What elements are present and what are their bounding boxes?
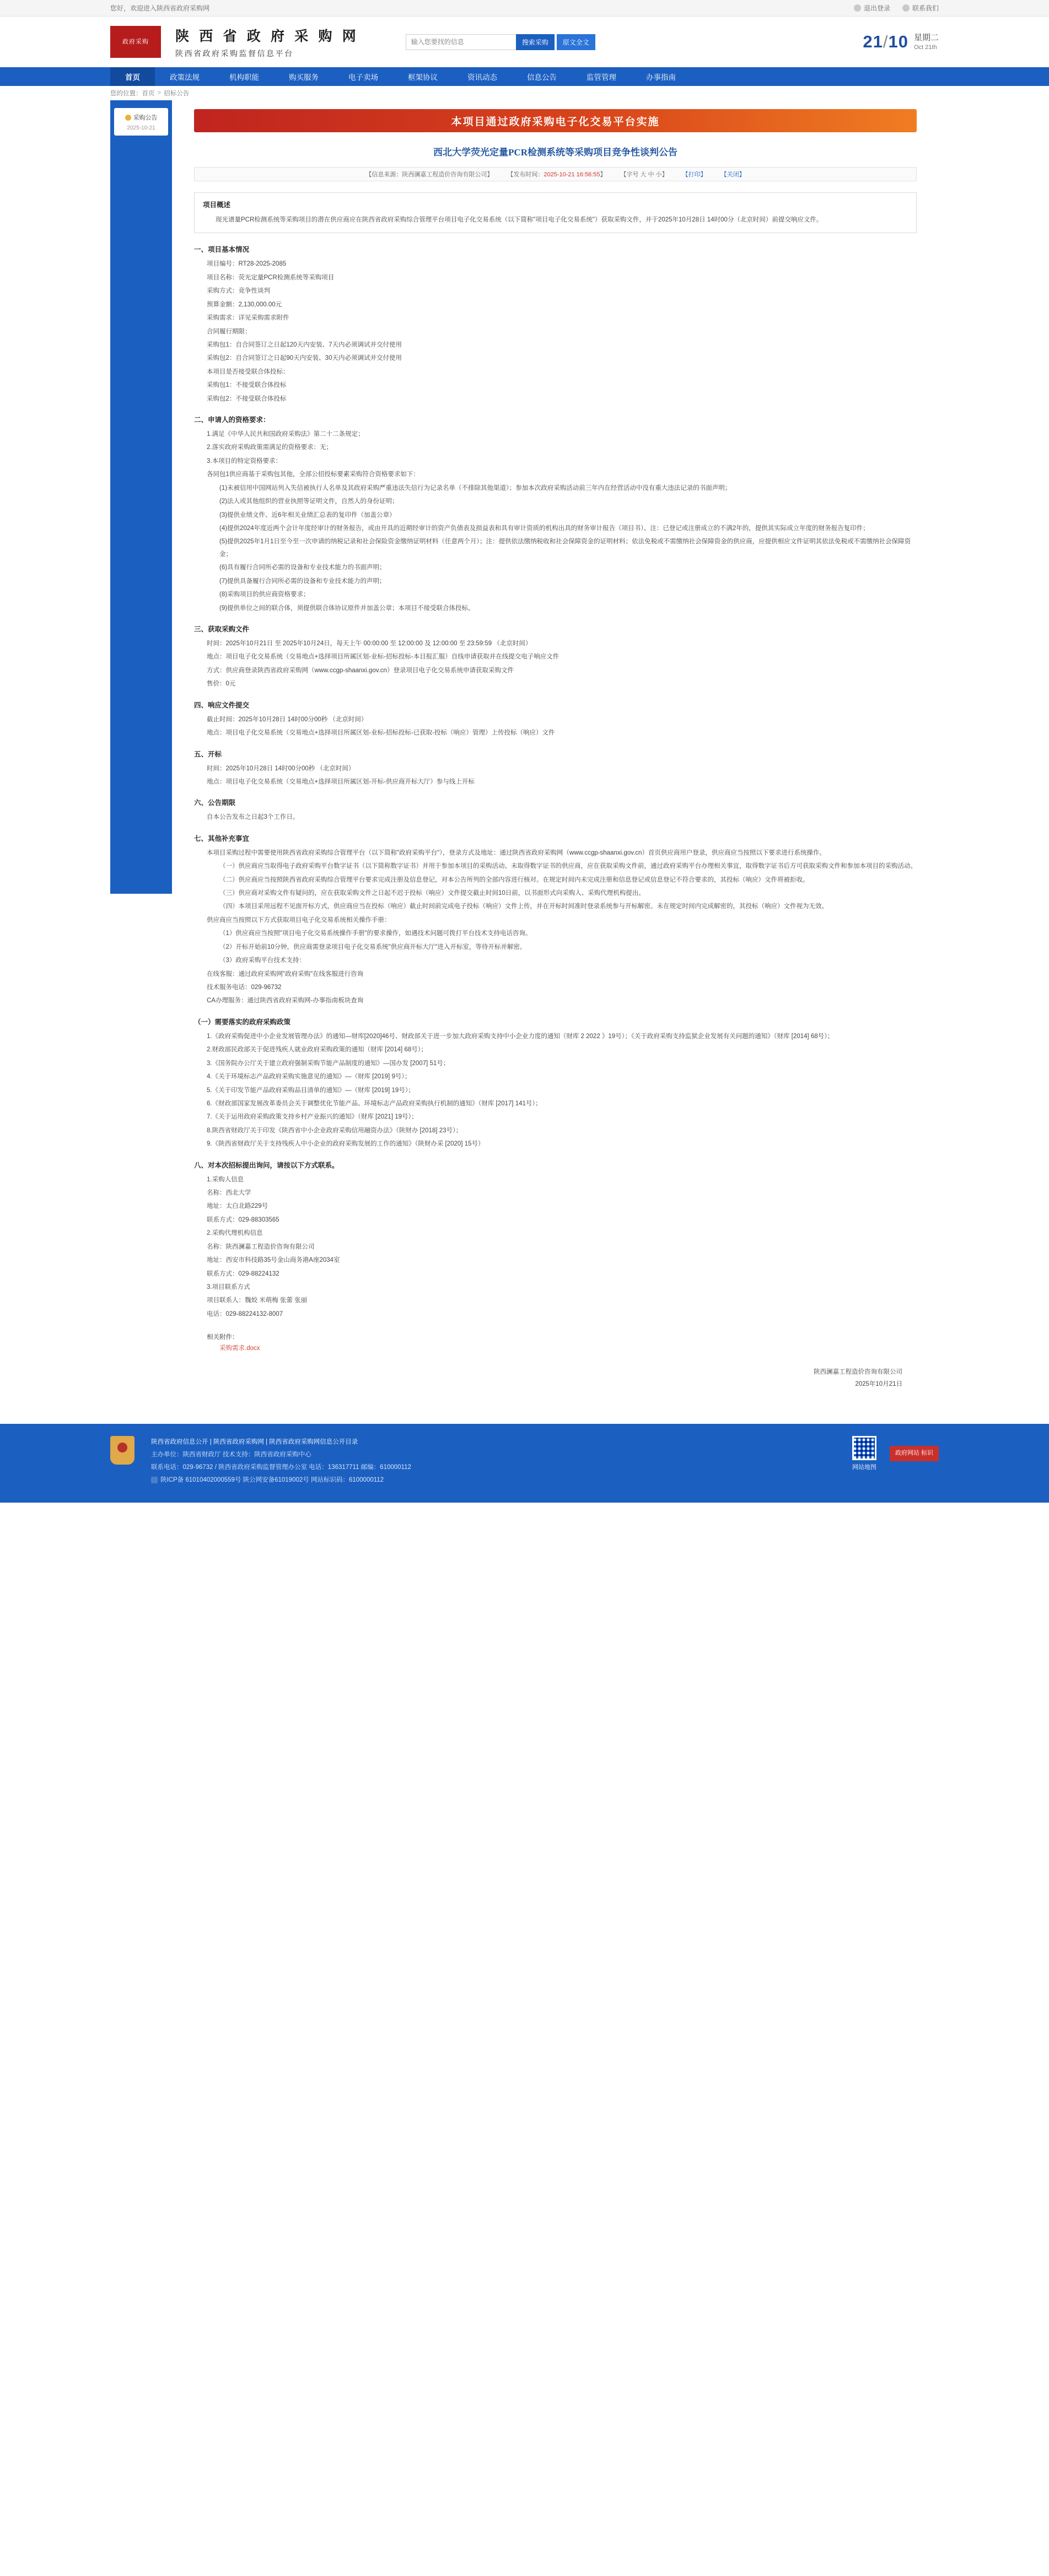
date-weekday: 星期二 xyxy=(913,33,939,43)
contact-link[interactable]: 联系我们 xyxy=(902,3,939,13)
breadcrumb-separator: > xyxy=(157,90,162,96)
nav-item-emarket[interactable]: 电子卖场 xyxy=(348,73,378,82)
signature-org: 陕西澜嘉工程造价咨询有限公司 xyxy=(814,1369,902,1376)
national-emblem-icon xyxy=(110,1436,135,1465)
section-line: 地点：项目电子化交易系统（交易地点+选择项目所属区划-业标-招标投标-本目报汇服）自线申请获取并在线提交电子响应文件 xyxy=(207,654,560,661)
site-name-secondary: 陕西省政府采购监督信息平台 xyxy=(175,50,294,58)
breadcrumb-item-current[interactable]: 招标公告 xyxy=(164,90,190,97)
section-line: (4)提供2024年度近两个会计年度经审计的财务报告，或由开具的近期经审计的资产负债表及损益表和具有审计资质的机构出具的财务审计报告（项目书）、注：已登记或注册成立的不满2年的，提供其实际成立年度的财务报告复印件； xyxy=(219,525,869,532)
document-content xyxy=(172,100,939,1424)
section-line: 1.《政府采购促进中小企业发展管理办法》的通知—财库[2020]46号、财政部关于进一步加大政府采购支持中小企业力度的通知（财库 2 2022 》19号）；《关于政府采购支持监狱企业发展有关问题的通知》（财库 [2014] 68号）； xyxy=(207,1033,834,1040)
section-line: （1）供应商应当按照"项目电子化交易系统操作手册"的要求操作，如遇技术问题可拨打平台技术支持电话咨询。 xyxy=(219,930,532,937)
section-line: 采购需求：详见采购需求附件 xyxy=(207,315,289,322)
section-line: 项目编号：RT28-2025-2085 xyxy=(207,261,287,268)
project-overview-text: 现光谱量PCR检测系统等采购项目的潜在供应商应在陕西省政府采购综合管理平台项目电子化交易系统（以下简称"项目电子化交易系统"）获取采购文件，并于2025年10月28日 14时00分（北京时间）前提交响应文件。 xyxy=(216,217,823,223)
section-title: 二、申请人的资格要求： xyxy=(194,416,270,424)
section-line: (5)提供2025年1月1日至今至一次申请的纳税记录和社会保险资金缴纳证明材料（任意两个月）；注：提供依法缴纳税收和社会保障资金的证明材料；依法免税或不需缴纳社会保障资金的供应商，应提供相应文件证明其依法免税或不需缴纳社会保障资金； xyxy=(219,538,911,558)
section-line: （3）政府采购平台技术支持： xyxy=(219,957,305,964)
section-line: （一）供应商应当取得电子政府采购平台数字证书（以下简称数字证书）并用于参加本项目的采购活动。未取得数字证书的供应商，应在获取采购文件前，通过政府采购平台办理相关事宜，取得数字证书后方可获取采购文件和参加本项目的采购活动。 xyxy=(219,863,917,870)
section-line: (6)具有履行合同所必需的设备和专业技术能力的书面声明； xyxy=(219,564,386,571)
section-title: 四、响应文件提交 xyxy=(194,701,250,709)
footer-phone: 联系电话：029-96732 / 陕西省政府采购监督管理办公室 电话：136317711 邮编：610000112 xyxy=(151,1463,411,1471)
welcome-text: 您好，欢迎进入陕西省政府采购网 xyxy=(110,4,210,12)
shield-icon xyxy=(151,1477,158,1483)
section-title: （一）需要落实的政府采购政策 xyxy=(194,1018,291,1026)
section-line: 1.采购人信息 xyxy=(207,1176,244,1183)
section-title: 三、获取采购文件 xyxy=(194,625,250,633)
announcement-date: 2025-10-21 xyxy=(127,125,155,131)
breadcrumb-prefix: 您的位置： xyxy=(110,90,142,97)
page-title: 西北大学荧光定量PCR检测系统等采购项目竞争性谈判公告 xyxy=(433,147,677,158)
announcement-icon xyxy=(125,115,131,121)
section-line: 在线客服：通过政府采购网"政府采购"在线客服进行咨询 xyxy=(207,970,364,978)
page-body xyxy=(0,100,1049,1424)
section-line: 截止时间：2025年10月28日 14时00分00秒 （北京时间） xyxy=(207,716,368,723)
section-line: 本项目是否接受联合体投标： xyxy=(207,368,289,375)
section-line: 时间：2025年10月28日 14时00分00秒 （北京时间） xyxy=(207,765,355,772)
section-line: 采购包2：不接受联合体投标 xyxy=(207,395,287,402)
section-line: 时间：2025年10月21日 至 2025年10月24日，每天上午 00:00:00 至 12:00:00 及 12:00:00 至 23:59:59 （北京时间） xyxy=(207,640,532,647)
section-line: 电话：029-88224132-8007 xyxy=(207,1310,283,1317)
section-line: 采购包1：不接受联合体投标 xyxy=(207,382,287,389)
section-line: （四）本项目采用远程不见面开标方式，供应商应当在投标（响应）截止时间前完成电子投标（响应）文件上传，并在开标时间准时登录系统参与开标解密。未在规定时间内完成解密的，其投标（响应）文件视为无效。 xyxy=(219,903,828,910)
nav-item-guide[interactable]: 办事指南 xyxy=(646,73,676,82)
section-line: 3.本项目的特定资格要求： xyxy=(207,457,282,465)
mail-icon xyxy=(902,4,910,12)
nav-item-supervision[interactable]: 监管管理 xyxy=(587,73,616,82)
date-english: Oct 21th xyxy=(913,44,937,51)
announcement-type xyxy=(125,113,158,122)
section-line: 采购包1：自合同签订之日起120天内安装、7天内必须调试并交付使用 xyxy=(207,341,402,348)
signature-date: 2025年10月21日 xyxy=(855,1381,902,1388)
section-line: 3.《国务院办公厅关于建立政府强制采购节能产品制度的通知》—国办发 [2007] 51号； xyxy=(207,1060,450,1067)
qr-code-icon xyxy=(852,1436,876,1460)
left-sidebar xyxy=(110,100,172,894)
full-text-search-button[interactable]: 原文全文 xyxy=(557,34,595,50)
section-line: 联系方式：029-88303565 xyxy=(207,1216,279,1223)
section-line: (2)法人或其他组织的营业执照等证明文件，自然人的身份证明； xyxy=(219,498,399,505)
section-line: (1)未被信用中国网站列入失信被执行人名单及其政府采购严重违法失信行为记录名单（不排除其他渠道）；参加本次政府采购活动前三年内在经营活动中没有重大违法记录的书面声明； xyxy=(219,484,731,492)
section-title: 一、项目基本情况 xyxy=(194,246,250,254)
section-line: 9.《陕西省财政厅关于支持残疾人中小企业的政府采购发展的工作的通知》（陕财办采 [2020] 15号） xyxy=(207,1141,485,1148)
user-icon xyxy=(854,4,861,12)
close-button[interactable]: 【关闭】 xyxy=(720,171,745,178)
footer-text-block xyxy=(151,1436,836,1489)
section-line: 采购方式：竞争性谈判 xyxy=(207,288,270,295)
meta-time-value: 2025-10-21 16:56:55 xyxy=(544,171,600,178)
document-sections xyxy=(194,244,917,1320)
section-line: 2.财政部民政部关于促进残疾人就业政府采购政策的通知（财库 [2014] 68号）； xyxy=(207,1046,427,1054)
section-line: 自本公告发布之日起3个工作日。 xyxy=(207,814,299,821)
section-line: 1.满足《中华人民共和国政府采购法》第二十二条规定； xyxy=(207,431,364,438)
nav-item-home[interactable]: 首页 xyxy=(110,67,155,86)
section-line: 技术服务电话：029-96732 xyxy=(207,984,282,991)
section-line: 预算金额：2,130,000.00元 xyxy=(207,301,282,308)
breadcrumb-item-home[interactable]: 首页 xyxy=(142,90,155,97)
nav-item-policy[interactable]: 政策法规 xyxy=(170,73,200,82)
site-header xyxy=(0,17,1049,67)
section-line: （2）开标开始前10分钟，供应商需登录项目电子化交易系统"供应商开标大厅"进入开标室，等待开标并解密。 xyxy=(219,943,526,951)
meta-font-size[interactable]: 【字号 大 中 小】 xyxy=(620,171,668,178)
search-area xyxy=(406,34,595,50)
section-line: （二）供应商应当按照陕西省政府采购综合管理平台要求完成注册及信息登记，对本公告所列的全部内容进行核对。在规定时间内未完成注册和信息登记或信息登记不符合要求的，其投标（响应）文件将被拒收。 xyxy=(219,876,809,883)
site-name-primary: 陕 西 省 政 府 采 购 网 xyxy=(175,29,359,44)
footer-icp xyxy=(151,1474,384,1487)
search-input[interactable] xyxy=(406,34,516,50)
section-line: 7.《关于运用政府采购政策支持乡村产业振兴的通知》（财库 [2021] 19号）； xyxy=(207,1114,418,1121)
project-overview-box xyxy=(194,192,917,233)
date-day: 21 xyxy=(863,32,883,51)
section-line: 采购包2：自合同签订之日起90天内安装、30天内必须调试并交付使用 xyxy=(207,355,402,362)
date-display xyxy=(863,31,939,52)
top-utility-bar xyxy=(0,0,1049,17)
section-line: 地点：项目电子化交易系统（交易地点+选择项目所属区划-业标-招标投标-已获取-投标（响应）管理）上传投标（响应）文件 xyxy=(207,730,555,737)
nav-item-framework[interactable]: 框架协议 xyxy=(408,73,438,82)
site-footer xyxy=(0,1424,1049,1503)
announcement-type-card[interactable] xyxy=(114,108,168,136)
qr-caption: 网站地图 xyxy=(852,1463,876,1471)
section-line: (9)提供单位之间的联合体，须提供联合体协议原件并加盖公章；本项目不接受联合体投标。 xyxy=(219,604,475,612)
announcement-type-label: 采购公告 xyxy=(133,115,158,121)
section-line: （三）供应商对采购文件有疑问的，应在获取采购文件之日起不迟于投标（响应）文件提交截止时间10日前，以书面形式向采购人、采购代理机构提出。 xyxy=(219,890,645,897)
section-line: 联系方式：029-88224132 xyxy=(207,1270,279,1277)
section-line: 2.落实政府采购政策需满足的资格要求：无； xyxy=(207,444,333,451)
platform-banner: 本项目通过政府采购电子化交易平台实施 xyxy=(194,109,917,132)
meta-source: 【信息来源：陕西澜嘉工程造价咨询有限公司】 xyxy=(365,171,493,178)
date-separator: / xyxy=(883,32,889,51)
breadcrumb xyxy=(0,86,1049,100)
document-meta-bar xyxy=(194,167,917,181)
main-navigation xyxy=(0,67,1049,86)
section-title: 七、其他补充事宜 xyxy=(194,834,250,843)
section-title: 八、对本次招标提出询问，请按以下方式联系。 xyxy=(194,1161,339,1169)
government-procurement-logo: 政府采购 xyxy=(110,26,161,58)
footer-right xyxy=(852,1436,939,1471)
section-line: 名称：西北大学 xyxy=(207,1190,251,1197)
section-line: 地址：太白北路229号 xyxy=(207,1203,268,1210)
logout-link[interactable]: 退出登录 xyxy=(854,3,890,13)
search-button[interactable]: 搜索采购 xyxy=(516,34,555,50)
project-overview-heading: 项目概述 xyxy=(203,201,231,209)
section-line: 各同包1供应商基于采购包其他，全部公招投标要素采购符合资格要求如下： xyxy=(207,471,419,478)
attachment-link[interactable]: 采购需求.docx xyxy=(219,1345,260,1352)
section-line: 地址：西安市科技路35号金山商务港A座2034室 xyxy=(207,1257,340,1264)
government-site-badge[interactable]: 政府网站 标识 xyxy=(890,1446,939,1461)
section-line: (8)采购项目的供应商资格要求； xyxy=(219,591,310,598)
section-line: 供应商应当按照以下方式获取项目电子化交易系统相关操作手册： xyxy=(207,916,391,924)
signature-block xyxy=(194,1367,917,1391)
site-title-block xyxy=(175,25,359,59)
section-line: 方式：供应商登录陕西省政府采购网（www.ccgp-shaanxi.gov.cn）登录项目电子化交易系统申请获取采购文件 xyxy=(207,667,514,674)
print-button[interactable]: 【打印】 xyxy=(682,171,707,178)
section-line: 项目联系人：魏姣 米萌梅 张蕾 张丽 xyxy=(207,1297,308,1304)
nav-item-purchase-service[interactable]: 购买服务 xyxy=(289,73,319,82)
section-line: 本项目采购过程中需要使用陕西省政府采购综合管理平台（以下简称"政府采购平台"），登录方式及地址：通过陕西省政府采购网（www.ccgp-shaanxi.gov.cn）首页供应商用户登录，供应商应当按照以下要求进行系统操作。 xyxy=(207,849,826,856)
footer-icp-text: 陕ICP备 61010402000559号 陕公网安备61019002号 网站标识码：6100000112 xyxy=(160,1476,384,1483)
section-line: (7)提供具备履行合同所必需的设备和专业技术能力的声明； xyxy=(219,577,386,585)
section-line: 售价：0元 xyxy=(207,681,236,688)
section-line: 3.项目联系方式 xyxy=(207,1284,250,1290)
section-line: 6.《财政部国家发展改革委员会关于调整优化节能产品、环境标志产品政府采购执行机制的通知》（财库 [2017] 141号）； xyxy=(207,1100,542,1107)
section-line: (3)提供业绩文件、近6年相关业绩汇总表的复印件（加盖公章） xyxy=(219,511,396,519)
section-line: 5.《关于印发节能产品政府采购品目清单的通知》—（财库 [2019] 19号）； xyxy=(207,1087,415,1094)
section-title: 六、公告期限 xyxy=(194,799,236,807)
nav-item-news[interactable]: 资讯动态 xyxy=(467,73,497,82)
footer-host: 主办单位：陕西省财政厅 技术支持：陕西省政府采购中心 xyxy=(151,1451,311,1458)
nav-item-functions[interactable]: 机构职能 xyxy=(229,73,259,82)
section-line: 合同履行期限： xyxy=(207,328,251,335)
date-month: 10 xyxy=(888,32,908,51)
section-line: 地点：项目电子化交易系统（交易地点+选择项目所属区划-开标-供应商开标大厅）参与线上开标 xyxy=(207,778,475,785)
meta-time: 【发布时间：2025-10-21 16:56:55】 xyxy=(507,171,606,178)
section-line: 项目名称：荧光定量PCR检测系统等采购项目 xyxy=(207,274,335,281)
section-line: CA办理服务：通过陕西省政府采购网-办事指南板块查询 xyxy=(207,997,364,1005)
attachment-label: 相关附件： xyxy=(207,1334,239,1341)
footer-links[interactable]: 陕西省政府信息公开 | 陕西省政府采购网 | 陕西省政府采购网信息公开目录 xyxy=(151,1438,358,1445)
section-line: 4.《关于环境标志产品政府采购实施意见的通知》—（财库 [2019] 9号）； xyxy=(207,1073,411,1081)
section-title: 五、开标 xyxy=(194,750,222,758)
nav-item-announcements[interactable]: 信息公告 xyxy=(527,73,557,82)
section-line: 2.采购代理机构信息 xyxy=(207,1230,263,1237)
section-line: 8.陕西省财政厅关于印发《陕西省中小企业政府采购信用融资办法》（陕财办 [2018] 23号）； xyxy=(207,1127,462,1134)
section-line: 名称：陕西澜嘉工程造价咨询有限公司 xyxy=(207,1243,315,1250)
